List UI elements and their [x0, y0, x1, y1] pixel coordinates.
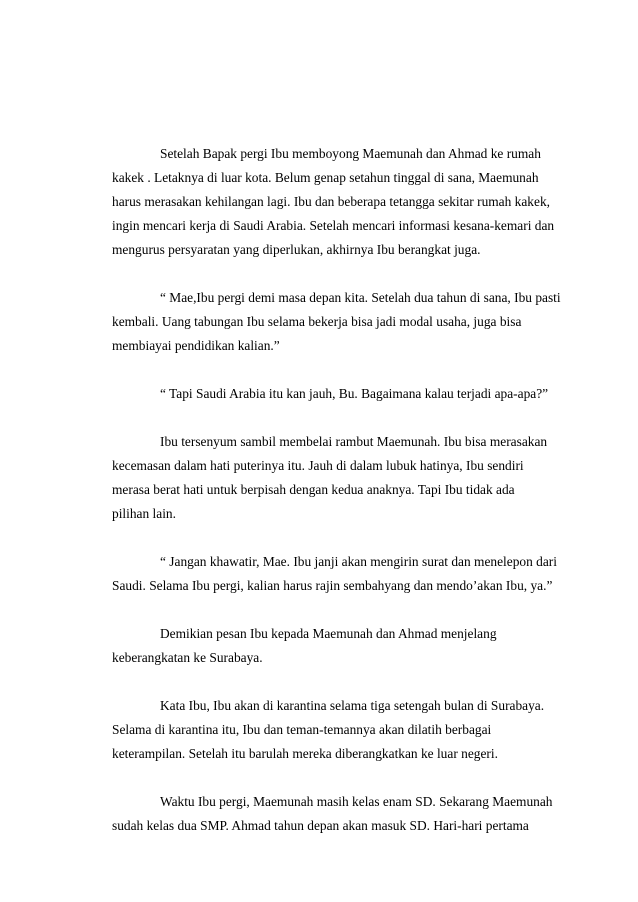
paragraph-7-line-1: Kata Ibu, Ibu akan di karantina selama tiga setengah bulan di Surabaya. — [160, 698, 545, 713]
paragraph-6-line-2: keberangkatan ke Surabaya. — [112, 650, 263, 665]
paragraph-3-line-1: “ Tapi Saudi Arabia itu kan jauh, Bu. Bagaimana kalau terjadi apa-apa?” — [160, 386, 549, 401]
paragraph-4-line-3: merasa berat hati untuk berpisah dengan kedua anaknya. Tapi Ibu tidak ada — [112, 482, 515, 497]
paragraph-1-line-3: harus merasakan kehilangan lagi. Ibu dan beberapa tetangga sekitar rumah kakek, — [112, 194, 550, 209]
paragraph-4-line-4: pilihan lain. — [112, 506, 176, 521]
paragraph-1-line-1: Setelah Bapak pergi Ibu memboyong Maemunah dan Ahmad ke rumah — [160, 146, 541, 161]
paragraph-5-line-2: Saudi. Selama Ibu pergi, kalian harus rajin sembahyang dan mendo’akan Ibu, ya.” — [112, 578, 553, 593]
paragraph-5-line-1: “ Jangan khawatir, Mae. Ibu janji akan mengirin surat dan menelepon dari — [160, 554, 557, 569]
paragraph-4-line-2: kecemasan dalam hati puterinya itu. Jauh di dalam lubuk hatinya, Ibu sendiri — [112, 458, 524, 473]
paragraph-2-line-3: membiayai pendidikan kalian.” — [112, 338, 280, 353]
paragraph-6-line-1: Demikian pesan Ibu kepada Maemunah dan Ahmad menjelang — [160, 626, 497, 641]
paragraph-1-line-2: kakek . Letaknya di luar kota. Belum genap setahun tinggal di sana, Maemunah — [112, 170, 539, 185]
paragraph-7-line-3: keterampilan. Setelah itu barulah mereka diberangkatkan ke luar negeri. — [112, 746, 498, 761]
paragraph-7-line-2: Selama di karantina itu, Ibu dan teman-temannya akan dilatih berbagai — [112, 722, 492, 737]
paragraph-2-line-1: “ Mae,Ibu pergi demi masa depan kita. Setelah dua tahun di sana, Ibu pasti — [160, 290, 561, 305]
paragraph-8-line-1: Waktu Ibu pergi, Maemunah masih kelas enam SD. Sekarang Maemunah — [160, 794, 553, 809]
paragraph-2-line-2: kembali. Uang tabungan Ibu selama bekerja bisa jadi modal usaha, juga bisa — [112, 314, 522, 329]
paragraph-8-line-2: sudah kelas dua SMP. Ahmad tahun depan akan masuk SD. Hari-hari pertama — [112, 818, 529, 833]
paragraph-1-line-4: ingin mencari kerja di Saudi Arabia. Setelah mencari informasi kesana-kemari dan — [112, 218, 555, 233]
paragraph-1-line-5: mengurus persyaratan yang diperlukan, akhirnya Ibu berangkat juga. — [112, 242, 481, 257]
paragraph-4-line-1: Ibu tersenyum sambil membelai rambut Maemunah. Ibu bisa merasakan — [160, 434, 548, 449]
